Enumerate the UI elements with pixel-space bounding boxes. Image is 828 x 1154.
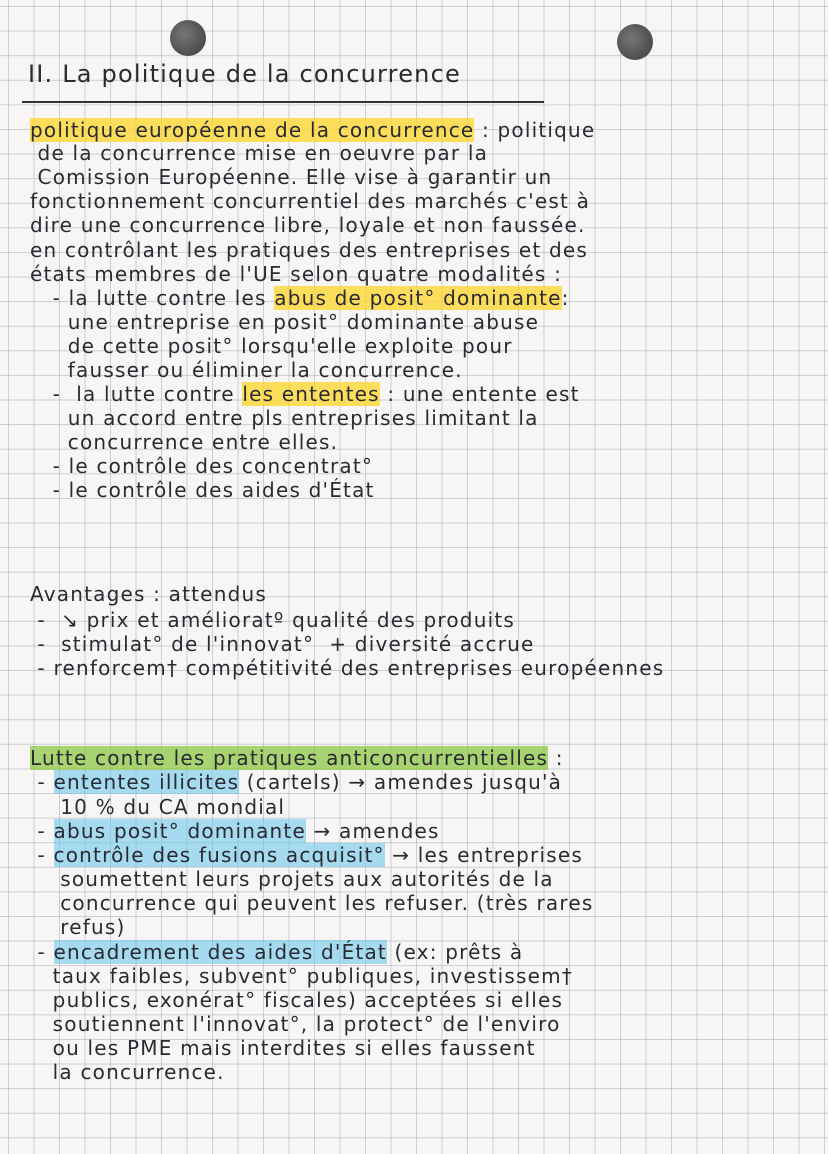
title-underline xyxy=(22,101,544,103)
note-text: : xyxy=(548,746,564,770)
binder-hole-right xyxy=(617,24,653,60)
note-text: taux faibles, subvent° publiques, investissem† xyxy=(30,964,573,988)
note-text: → les entreprises xyxy=(384,843,583,867)
note-line xyxy=(30,582,267,606)
highlighted-text: Lutte contre les pratiques anticoncurrentielles xyxy=(30,746,549,770)
note-line xyxy=(30,940,523,964)
note-text: - la lutte contre xyxy=(30,382,243,406)
note-line xyxy=(30,406,539,430)
note-line xyxy=(30,1012,561,1036)
note-text: soutiennent l'innovat°, la protect° de l'enviro xyxy=(30,1012,561,1036)
highlighted-text: abus posit° dominante xyxy=(53,819,306,843)
note-text: fausser ou éliminer la concurrence. xyxy=(30,358,463,382)
note-text: 10 % du CA mondial xyxy=(30,795,286,819)
note-text: dire une concurrence libre, loyale et non faussée. xyxy=(30,213,586,237)
highlighted-text: encadrement des aides d'État xyxy=(53,940,387,964)
note-line xyxy=(30,310,539,334)
note-text: - xyxy=(30,940,54,964)
note-line xyxy=(30,988,563,1012)
highlighted-text: les ententes xyxy=(242,382,380,406)
note-text: - renforcem† compétitivité des entreprises européennes xyxy=(30,656,665,680)
note-text: - xyxy=(30,770,54,794)
note-text: - stimulat° de l'innovat° + diversité accrue xyxy=(30,632,535,656)
note-text: de la concurrence mise en oeuvre par la xyxy=(30,141,489,165)
highlighted-text: politique européenne de la concurrence xyxy=(30,118,475,142)
highlighted-text: abus de posit° dominante xyxy=(274,286,562,310)
note-text: états membres de l'UE selon quatre modalités : xyxy=(30,262,563,286)
note-text: - le contrôle des aides d'État xyxy=(30,478,375,502)
note-line xyxy=(30,454,373,478)
note-line xyxy=(30,213,586,237)
note-line xyxy=(30,843,583,867)
note-text: - la lutte contre les xyxy=(30,286,275,310)
highlighted-text: contrôle des fusions acquisit° xyxy=(53,843,385,867)
note-line xyxy=(30,430,338,454)
note-text: la concurrence. xyxy=(30,1060,225,1084)
note-line xyxy=(30,915,125,939)
note-line xyxy=(30,238,588,262)
note-text: (cartels) → amendes jusqu'à xyxy=(239,770,563,794)
note-line xyxy=(30,867,554,891)
note-line xyxy=(30,608,515,632)
note-text: en contrôlant les pratiques des entreprises et des xyxy=(30,238,589,262)
note-text: soumettent leurs projets aux autorités de la xyxy=(30,867,554,891)
note-line xyxy=(30,1036,536,1060)
note-line xyxy=(30,262,562,286)
note-text: - le contrôle des concentrat° xyxy=(30,454,374,478)
note-text: une entreprise en posit° dominante abuse xyxy=(30,310,540,334)
note-text: Avantages : attendus xyxy=(30,582,267,606)
note-line xyxy=(30,165,552,189)
note-text: Comission Européenne. Elle vise à garantir un xyxy=(30,165,553,189)
note-line xyxy=(30,189,590,213)
note-text: : politique xyxy=(474,118,596,142)
note-text: un accord entre pls entreprises limitant la xyxy=(30,406,539,430)
note-line xyxy=(30,334,513,358)
note-line xyxy=(30,118,595,142)
note-text: - ↘ prix et amélioratº qualité des produits xyxy=(30,608,515,632)
note-line xyxy=(30,141,488,165)
section-title: II. La politique de la concurrence xyxy=(28,60,461,88)
note-text: fonctionnement concurrentiel des marchés c'est à xyxy=(30,189,591,213)
note-text: (ex: prêts à xyxy=(386,940,524,964)
note-line xyxy=(30,891,593,915)
note-text: concurrence qui peuvent les refuser. (très rares xyxy=(30,891,594,915)
highlighted-text: ententes illicites xyxy=(53,770,240,794)
note-text: publics, exonérat° fiscales) acceptées si elles xyxy=(30,988,564,1012)
note-line xyxy=(30,770,562,794)
note-line xyxy=(30,632,535,656)
note-line xyxy=(30,1060,225,1084)
note-text: concurrence entre elles. xyxy=(30,430,339,454)
note-line xyxy=(30,358,463,382)
note-text: - xyxy=(30,843,54,867)
note-text: - xyxy=(30,819,54,843)
note-line xyxy=(30,964,573,988)
note-text: → amendes xyxy=(305,819,440,843)
note-line xyxy=(30,819,440,843)
note-text: refus) xyxy=(30,915,126,939)
note-text: : une entente est xyxy=(379,382,580,406)
note-line xyxy=(30,478,375,502)
note-line xyxy=(30,286,570,310)
note-line xyxy=(30,795,285,819)
note-text: : xyxy=(561,286,570,310)
note-line xyxy=(30,746,564,770)
note-line xyxy=(30,382,580,406)
binder-hole-left xyxy=(170,20,206,56)
note-text: de cette posit° lorsqu'elle exploite pour xyxy=(30,334,513,358)
note-line xyxy=(30,656,664,680)
note-text: ou les PME mais interdites si elles faussent xyxy=(30,1036,536,1060)
